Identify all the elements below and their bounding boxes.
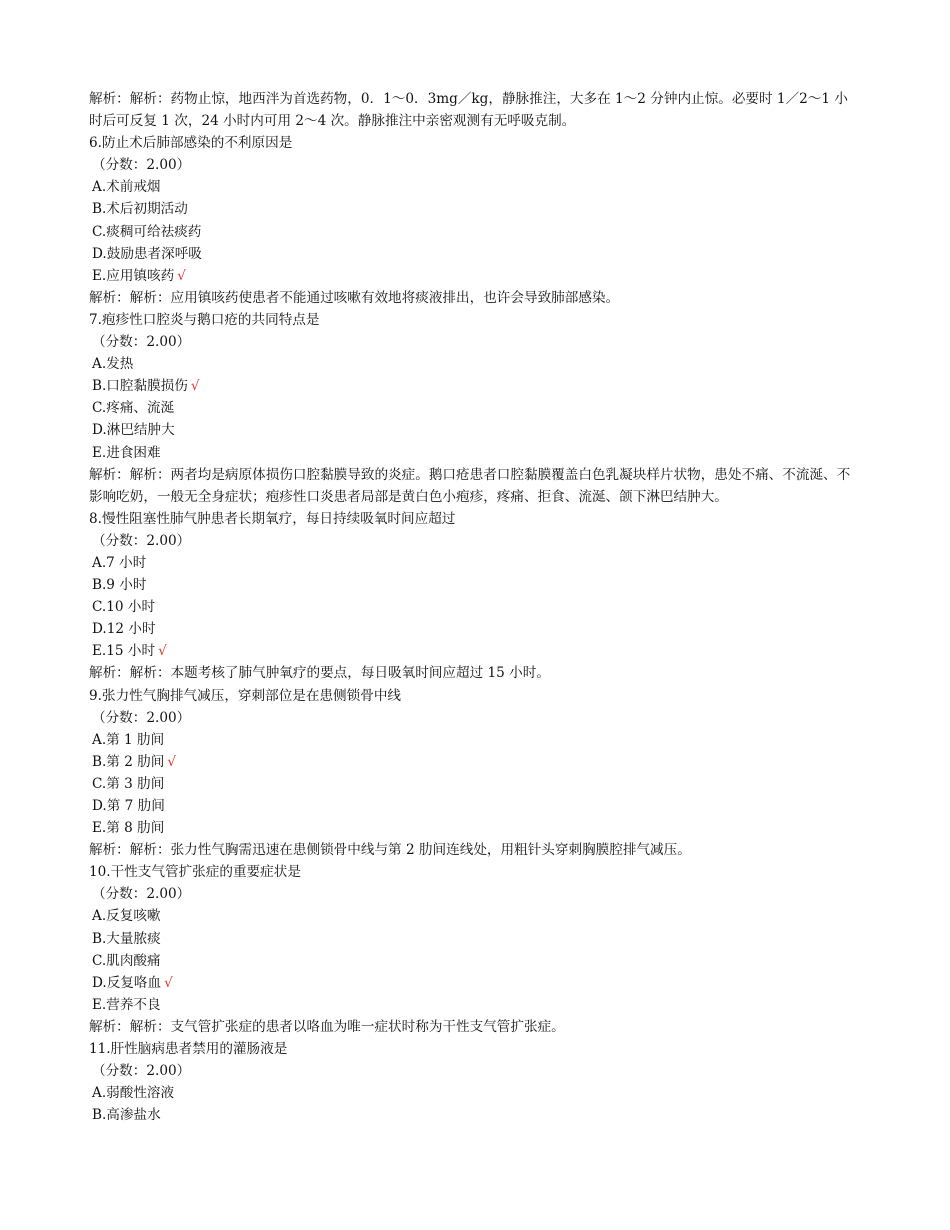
answer-option <box>89 265 859 287</box>
answer-option <box>89 419 859 441</box>
option-text: A.7 小时 <box>92 554 147 571</box>
option-text: A.术前戒烟 <box>92 179 161 196</box>
answer-option <box>89 950 859 972</box>
answer-option <box>89 729 859 751</box>
question-score: （分数：2.00） <box>92 709 191 726</box>
question-block <box>89 685 859 862</box>
answer-option <box>89 994 859 1016</box>
correct-check-mark: √ <box>158 643 167 660</box>
answer-option <box>89 221 859 243</box>
option-text: B.大量脓痰 <box>92 930 161 947</box>
document-page <box>89 88 859 1126</box>
answer-option <box>89 397 859 419</box>
answer-option <box>89 1082 859 1104</box>
answer-option <box>89 442 859 464</box>
answer-option <box>89 353 859 375</box>
question-explanation: 解析：解析：两者均是病原体损伤口腔黏膜导致的炎症。鹅口疮患者口腔黏膜覆盖白色乳凝块样片状物，患处不痛、不流涎、不影响吃奶，一般无全身症状；疱疹性口炎患者局部是黄白色小疱疹，疼痛、拒食、流涎、颌下淋巴结肿大。 <box>89 466 851 505</box>
question-score: （分数：2.00） <box>92 886 191 903</box>
answer-option <box>89 618 859 640</box>
answer-option <box>89 552 859 574</box>
option-text: E.15 小时 <box>92 643 156 660</box>
question-score: （分数：2.00） <box>92 157 191 174</box>
question-score: （分数：2.00） <box>92 1063 191 1080</box>
answer-option <box>89 905 859 927</box>
question-score: （分数：2.00） <box>92 532 191 549</box>
option-text: E.第 8 肋间 <box>92 820 165 837</box>
question-stem: 6.防止术后肺部感染的不利原因是 <box>89 135 293 152</box>
answer-option <box>89 795 859 817</box>
option-text: D.12 小时 <box>92 621 156 638</box>
question-list <box>89 132 859 1126</box>
option-text: E.进食困难 <box>92 444 161 461</box>
correct-check-mark: √ <box>164 974 173 991</box>
option-text: B.口腔黏膜损伤 <box>92 378 188 395</box>
correct-check-mark: √ <box>190 378 200 395</box>
question-block <box>89 1038 859 1126</box>
option-text: D.淋巴结肿大 <box>92 422 175 439</box>
question-stem: 11.肝性脑病患者禁用的灌肠液是 <box>89 1041 288 1058</box>
question-explanation: 解析：解析：支气管扩张症的患者以咯血为唯一症状时称为干性支气管扩张症。 <box>89 1018 565 1035</box>
question-score: （分数：2.00） <box>92 334 191 351</box>
question-stem: 7.疱疹性口腔炎与鹅口疮的共同特点是 <box>89 311 320 328</box>
answer-option <box>89 773 859 795</box>
answer-option <box>89 1104 859 1126</box>
option-text: D.反复咯血 <box>92 974 162 991</box>
question-explanation: 解析：解析：本题考核了肺气肿氧疗的要点，每日吸氧时间应超过 15 小时。 <box>89 665 550 682</box>
option-text: A.发热 <box>92 356 134 373</box>
option-text: A.反复咳嗽 <box>92 908 161 925</box>
option-text: B.9 小时 <box>92 577 147 594</box>
answer-option <box>89 640 859 662</box>
intro-explanation: 解析：解析：药物止惊，地西泮为首选药物，0．1～0．3mg／kg，静脉推注，大多在 1～2 分钟内止惊。必要时 1／2～1 小时后可反复 1 次，24 小时内可用 2～4 次。静脉推注中亲密观测有无呼吸克制。 <box>89 91 848 130</box>
option-text: B.第 2 肋间 <box>92 753 165 770</box>
question-stem: 10.干性支气管扩张症的重要症状是 <box>89 864 301 881</box>
question-block <box>89 132 859 309</box>
option-text: B.术后初期活动 <box>92 201 188 218</box>
answer-option <box>89 198 859 220</box>
option-text: C.第 3 肋间 <box>92 775 165 792</box>
option-text: E.应用镇咳药 <box>92 267 175 284</box>
question-explanation: 解析：解析：张力性气胸需迅速在患侧锁骨中线与第 2 肋间连线处，用粗针头穿刺胸膜腔排气减压。 <box>89 842 691 859</box>
question-stem: 9.张力性气胸排气减压，穿刺部位是在患侧锁骨中线 <box>89 687 402 704</box>
option-text: C.疼痛、流涎 <box>92 400 175 417</box>
answer-option <box>89 928 859 950</box>
answer-option <box>89 751 859 773</box>
option-text: B.高渗盐水 <box>92 1107 161 1124</box>
question-stem: 8.慢性阻塞性肺气肿患者长期氧疗，每日持续吸氧时间应超过 <box>89 510 456 527</box>
answer-option <box>89 596 859 618</box>
correct-check-mark: √ <box>167 753 177 770</box>
question-block <box>89 309 859 508</box>
answer-option <box>89 243 859 265</box>
correct-check-mark: √ <box>177 267 186 284</box>
option-text: D.鼓励患者深呼吸 <box>92 245 202 262</box>
option-text: C.痰稠可给祛痰药 <box>92 223 202 240</box>
answer-option <box>89 972 859 994</box>
option-text: A.第 1 肋间 <box>92 731 165 748</box>
option-text: A.弱酸性溶液 <box>92 1085 175 1102</box>
answer-option <box>89 176 859 198</box>
answer-option <box>89 817 859 839</box>
option-text: C.10 小时 <box>92 599 156 616</box>
answer-option <box>89 574 859 596</box>
option-text: D.第 7 肋间 <box>92 798 165 814</box>
question-block <box>89 508 859 685</box>
question-block <box>89 861 859 1038</box>
option-text: C.肌肉酸痛 <box>92 952 161 969</box>
option-text: E.营养不良 <box>92 996 161 1013</box>
answer-option <box>89 375 859 397</box>
question-explanation: 解析：解析：应用镇咳药使患者不能通过咳嗽有效地将痰液排出，也许会导致肺部感染。 <box>89 289 620 306</box>
